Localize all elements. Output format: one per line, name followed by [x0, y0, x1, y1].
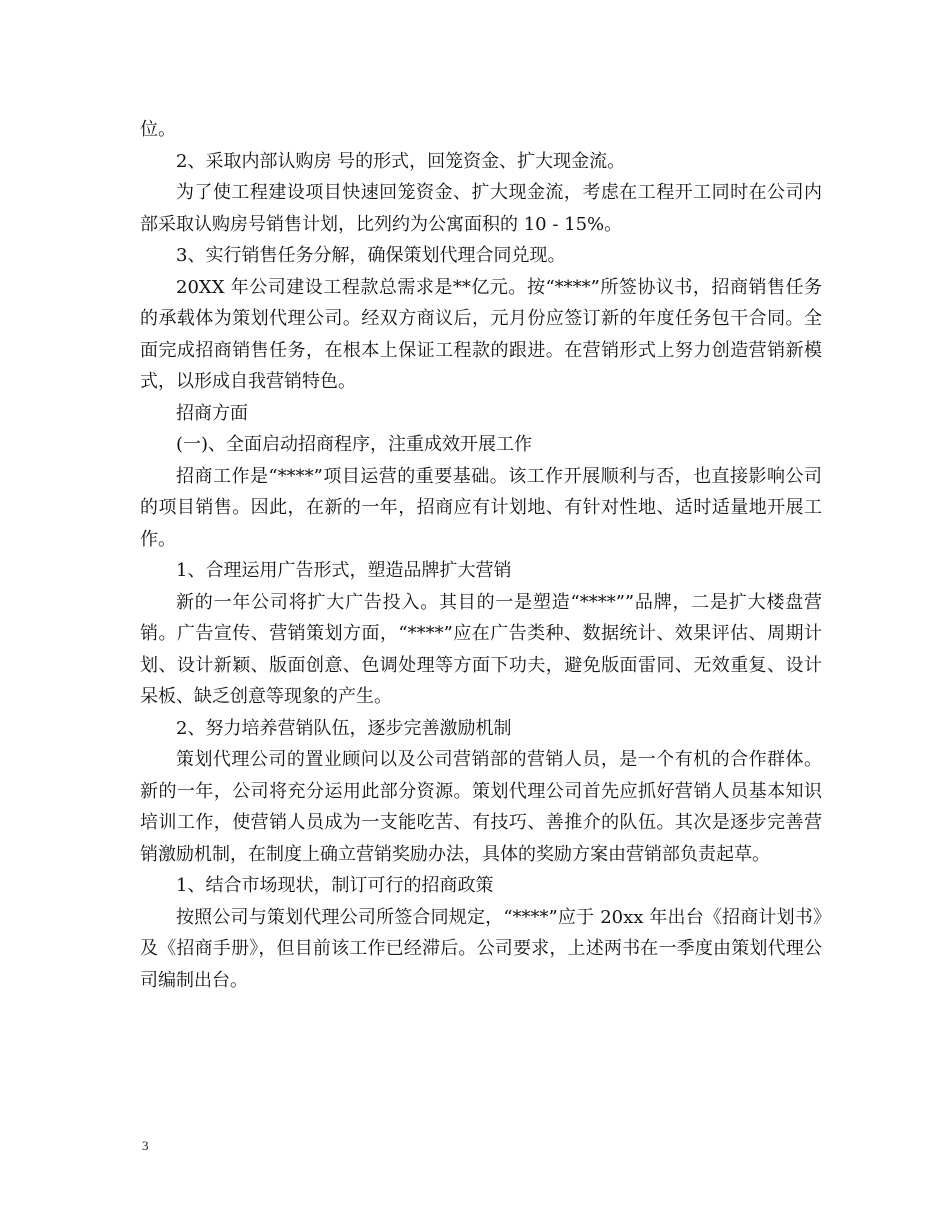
paragraph: 位。: [140, 119, 176, 140]
paragraph: 2、采取内部认购房 号的形式，回笼资金、扩大现金流。: [176, 150, 626, 172]
paragraph: 为了使工程建设项目快速回笼资金、扩大现金流，考虑在工程开工同时在公司内部采取认购房号销售计划，比列约为公寓面积的 10 - 15%。: [140, 182, 822, 235]
paragraph: 策划代理公司的置业顾问以及公司营销部的营销人员，是一个有机的合作群体。新的一年，公司将充分运用此部分资源。策划代理公司首先应抓好营销人员基本知识培训工作，使营销人员成为一支能吃苦、有技巧、善推介的队伍。其次是逐步完善营销激励机制，在制度上确立营销奖励办法，具体的奖励方案由营销部负责起草。: [140, 749, 822, 865]
paragraph: 20XX 年公司建设工程款总需求是**亿元。按“****”所签协议书，招商销售任务的承载体为策划代理公司。经双方商议后，元月份应签订新的年度任务包干合同。全面完成招商销售任务，在根本上保证工程款的跟进。在营销形式上努力创造营销新模式，以形成自我营销特色。: [140, 276, 822, 392]
paragraph: 1、合理运用广告形式，塑造品牌扩大营销: [176, 560, 512, 581]
paragraph: 招商工作是“****”项目运营的重要基础。该工作开展顺利与否，也直接影响公司的项目销售。因此，在新的一年，招商应有计划地、有针对性地、适时适量地开展工作。: [140, 465, 822, 550]
paragraph: 2、努力培养营销队伍，逐步完善激励机制: [176, 717, 512, 739]
page-number: 3: [142, 1138, 149, 1153]
paragraph: 3、实行销售任务分解，确保策划代理合同兑现。: [176, 245, 566, 266]
paragraph: 新的一年公司将扩大广告投入。其目的一是塑造“****””品牌，二是扩大楼盘营销。广告宣传、营销策划方面，“****”应在广告类种、数据统计、效果评估、周期计划、设计新颖、版面创意、色调处理等方面下功夫，避免版面雷同、无效重复、设计呆板、缺乏创意等现象的产生。: [140, 591, 822, 707]
paragraph: 按照公司与策划代理公司所签合同规定，“****”应于 20xx 年出台《招商计划书》及《招商手册》，但目前该工作已经滞后。公司要求，上述两书在一季度由策划代理公司编制出台。: [140, 906, 822, 991]
paragraph: 招商方面: [176, 402, 248, 424]
paragraph: 1、结合市场现状，制订可行的招商政策: [176, 875, 494, 896]
paragraph: (一)、全面启动招商程序，注重成效开展工作: [176, 434, 533, 455]
document-body: [140, 114, 822, 996]
